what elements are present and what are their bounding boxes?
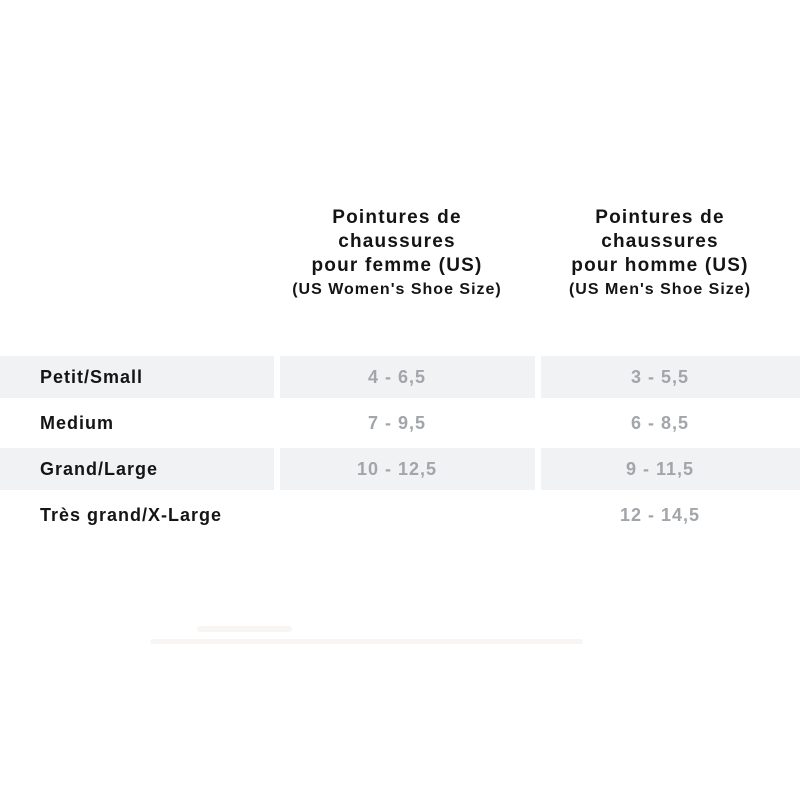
men-header-line-1: Pointures de	[595, 207, 725, 228]
women-size-petit-small: 4 - 6,5	[280, 356, 535, 398]
size-chart-header	[0, 206, 800, 301]
row-label-grand-large: Grand/Large	[0, 448, 274, 490]
women-column-header	[280, 206, 535, 301]
faint-artifact-1	[197, 626, 292, 632]
women-header-line-2: chaussures	[338, 231, 456, 252]
row-label-petit-small: Petit/Small	[0, 356, 274, 398]
men-size-medium: 6 - 8,5	[630, 412, 690, 433]
men-size-petit-small: 3 - 5,5	[541, 356, 800, 398]
men-header-line-2: chaussures	[601, 231, 719, 252]
women-size-medium: 7 - 9,5	[367, 412, 427, 433]
row-label-medium: Medium	[40, 412, 115, 433]
men-column-header	[541, 206, 800, 301]
women-header-line-3: pour femme (US)	[311, 255, 483, 276]
men-size-tres-grand-xlarge: 12 - 14,5	[619, 504, 701, 525]
women-size-tres-grand-xlarge	[280, 494, 535, 536]
size-chart-table	[0, 356, 800, 536]
men-header-subtitle: (US Men's Shoe Size)	[568, 281, 752, 298]
men-header-line-3: pour homme (US)	[571, 255, 749, 276]
women-header-line-1: Pointures de	[332, 207, 462, 228]
women-size-grand-large: 10 - 12,5	[280, 448, 535, 490]
header-spacer	[0, 206, 274, 301]
men-size-grand-large: 9 - 11,5	[541, 448, 800, 490]
women-header-subtitle: (US Women's Shoe Size)	[292, 281, 502, 298]
row-label-tres-grand-xlarge: Très grand/X-Large	[40, 504, 223, 525]
faint-artifact-2	[150, 639, 583, 644]
